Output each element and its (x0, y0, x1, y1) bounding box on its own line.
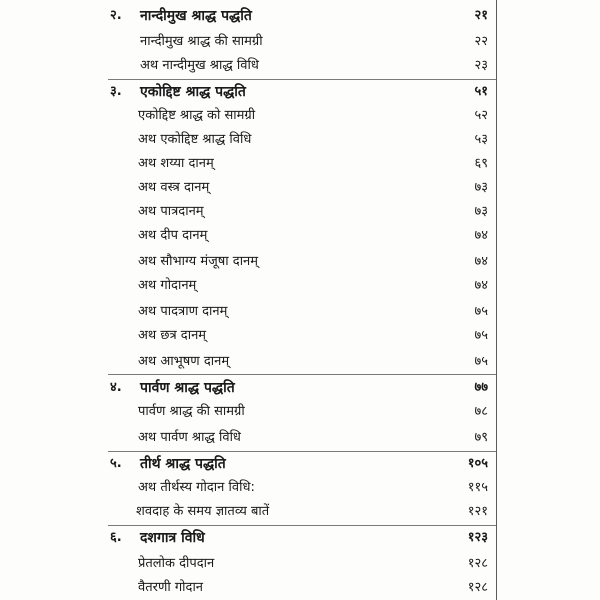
entry-title: शवदाह के समय ज्ञातव्य बातें (136, 504, 270, 519)
entry-page-number: ७४ (474, 228, 488, 243)
entry-title: अथ पार्वण श्राद्ध विधि (138, 430, 241, 445)
toc-entry (0, 300, 600, 324)
toc-entry (0, 176, 600, 200)
entry-title: अथ गोदानम् (138, 278, 197, 293)
section-title: नान्दीमुख श्राद्ध पद्धति (140, 8, 252, 24)
section-number: २. (110, 8, 122, 23)
entry-page-number: ६९ (474, 156, 488, 171)
entry-page-number: ७५ (474, 328, 488, 343)
toc-entry (0, 324, 600, 348)
entry-page-number: ७८ (474, 404, 488, 419)
entry-page-number: ७३ (474, 204, 488, 219)
entry-title: वैतरणी गोदान (138, 580, 204, 595)
section-number: ३. (110, 84, 122, 99)
toc-entry (0, 30, 600, 54)
entry-page-number: ७४ (474, 278, 488, 293)
entry-page-number: ७५ (474, 304, 488, 319)
toc-entry (0, 350, 600, 374)
section-title: एकोद्दिष्ट श्राद्ध पद्धति (140, 84, 246, 100)
entry-title: अथ पात्रदानम् (138, 204, 204, 219)
toc-entry (0, 152, 600, 176)
toc-entry (0, 500, 600, 524)
section-divider (108, 374, 496, 375)
toc-entry (0, 200, 600, 224)
entry-page-number: ७९ (474, 430, 488, 445)
entry-page-number: ७५ (474, 354, 488, 369)
section-number: ६. (110, 530, 122, 545)
section-number: ५. (110, 456, 122, 471)
toc-section-4 (0, 376, 600, 400)
entry-title: अथ सौभाग्य मंजूषा दानम् (138, 254, 259, 269)
entry-page-number: ७३ (474, 180, 488, 195)
entry-title: अथ शय्या दानम् (138, 156, 214, 171)
entry-page-number: ५२ (474, 108, 488, 123)
section-title: दशगात्र विधि (140, 530, 205, 546)
right-border-line (496, 0, 497, 600)
toc-entry (0, 274, 600, 298)
toc-entry (0, 54, 600, 78)
toc-entry (0, 476, 600, 500)
entry-page-number: ७४ (474, 254, 488, 269)
toc-entry (0, 576, 600, 600)
toc-section-3 (0, 80, 600, 104)
entry-title: नान्दीमुख श्राद्ध की सामग्री (140, 34, 263, 49)
entry-title: पार्वण श्राद्ध की सामग्री (138, 404, 245, 419)
entry-title: अथ आभूषण दानम् (138, 354, 230, 369)
toc-section-6 (0, 526, 600, 550)
section-title: पार्वण श्राद्ध पद्धति (140, 380, 235, 396)
entry-title: अथ तीर्थस्य गोदान विधि: (138, 480, 255, 495)
section-number: ४. (110, 380, 122, 395)
toc-entry (0, 400, 600, 424)
toc-entry (0, 104, 600, 128)
toc-entry (0, 224, 600, 248)
toc-section-5 (0, 452, 600, 476)
toc-entry (0, 128, 600, 152)
entry-page-number: २३ (474, 58, 488, 73)
entry-page-number: १२१ (467, 504, 488, 519)
section-page-number: १२३ (467, 530, 488, 545)
entry-title: एकोद्दिष्ट श्राद्ध को सामग्री (138, 108, 256, 123)
entry-page-number: २२ (474, 34, 488, 49)
toc-entry (0, 426, 600, 450)
entry-title: अथ वस्त्र दानम् (138, 180, 210, 195)
entry-title: अथ पादत्राण दानम् (138, 304, 228, 319)
entry-page-number: ५३ (474, 132, 488, 147)
section-page-number: ५१ (474, 84, 488, 99)
entry-page-number: ११५ (467, 480, 488, 495)
toc-entry (0, 250, 600, 274)
toc-entry (0, 552, 600, 576)
entry-title: अथ नान्दीमुख श्राद्ध विधि (140, 58, 259, 73)
entry-title: अथ छत्र दानम् (138, 328, 207, 343)
entry-page-number: १२८ (467, 556, 488, 571)
section-page-number: ७७ (474, 380, 488, 395)
entry-page-number: १२८ (467, 580, 488, 595)
toc-section-2 (0, 4, 600, 28)
entry-title: अथ एकोद्दिष्ट श्राद्ध विधि (138, 132, 252, 147)
entry-title: अथ दीप दानम् (138, 228, 208, 243)
section-page-number: १०५ (467, 456, 488, 471)
section-title: तीर्थ श्राद्ध पद्धति (140, 456, 226, 472)
section-page-number: २१ (474, 8, 488, 23)
entry-title: प्रेतलोक दीपदान (138, 556, 215, 571)
